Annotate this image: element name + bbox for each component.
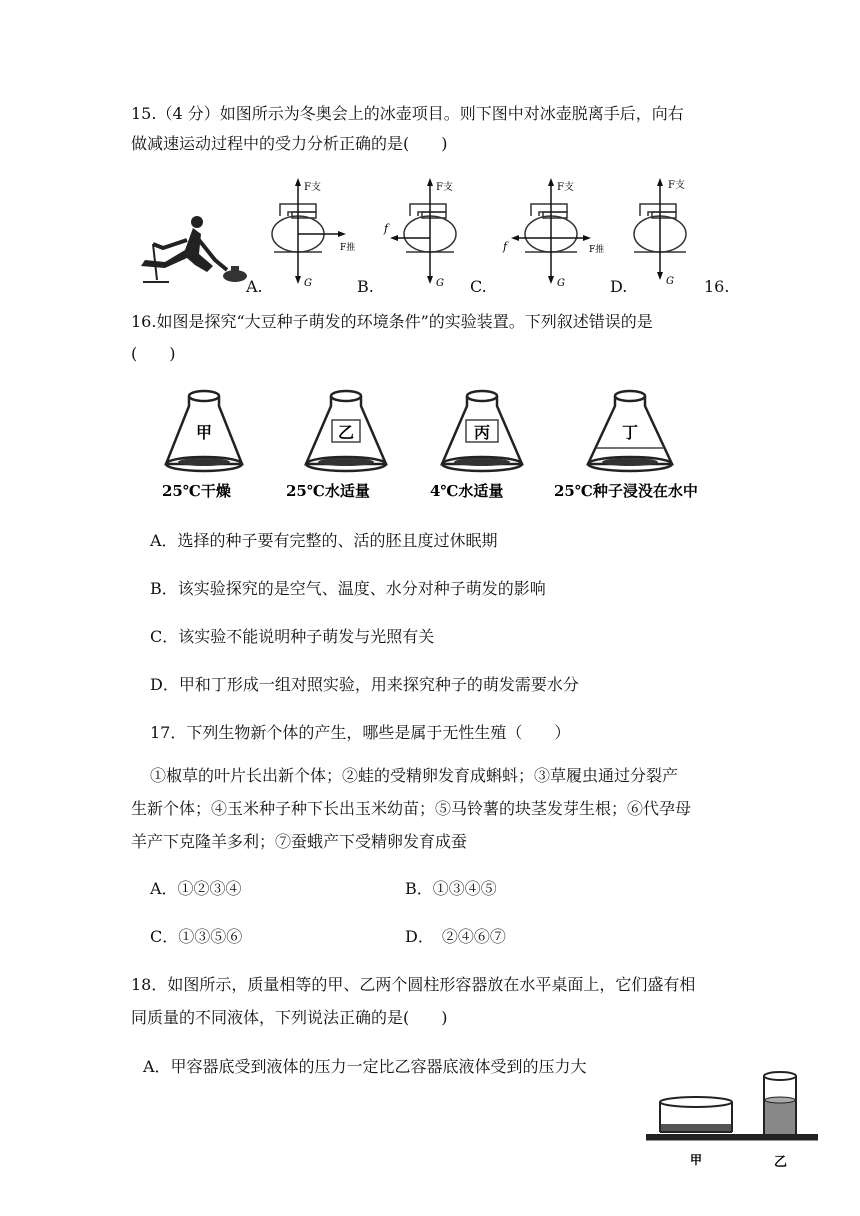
q15-option-a-label: A. [246, 277, 263, 296]
flask-caption: 4℃水适量 [430, 482, 504, 500]
gravity-label: G [666, 276, 674, 287]
flask-label: 甲 [196, 423, 213, 442]
q16-option-c[interactable]: C．该实验不能说明种子萌发与光照有关 [150, 627, 435, 646]
flask-jia [162, 391, 242, 500]
q15-option-b-label: B. [357, 277, 374, 296]
q17-option-d[interactable]: D． ②④⑥⑦ [405, 927, 506, 946]
q15-option-b-diagram [378, 176, 473, 290]
q15-option-d-label: D. [610, 277, 628, 296]
flask-caption: 25℃干燥 [162, 482, 231, 500]
friction-label: f [503, 240, 508, 253]
container-jia-label: 甲 [690, 1153, 703, 1167]
q15-stem-line1: 15.（4 分）如图所示为冬奥会上的冰壶项目。则下图中对冰壶脱离手后，向右 [131, 104, 684, 123]
gravity-label: G [304, 278, 312, 289]
q18-option-a[interactable]: A．甲容器底受到液体的压力一定比乙容器底液体受到的压力大 [143, 1057, 587, 1076]
q17-body-line2: 生新个体；④玉米种子种下长出玉米幼苗；⑤马铃薯的块茎发芽生根；⑥代孕母 [131, 799, 692, 818]
flask-label: 丁 [622, 423, 639, 442]
q15-option-c-diagram [495, 176, 615, 290]
q18-stem-line1: 18．如图所示，质量相等的甲、乙两个圆柱形容器放在水平桌面上，它们盛有相 [131, 975, 696, 994]
q15-option-d-diagram [630, 172, 710, 290]
q16-stem-line1: 16.如图是探究“大豆种子萌发的环境条件”的实验装置。下列叙述错误的是 [131, 312, 653, 331]
support-force-label: F支 [304, 182, 321, 193]
gravity-label: G [436, 278, 444, 289]
q15-option-c-label: C. [470, 277, 487, 296]
q15-trailing-number: 16. [704, 277, 730, 296]
flask-ding [554, 391, 698, 500]
flask-caption: 25℃水适量 [286, 482, 370, 500]
support-force-label: F支 [668, 180, 685, 191]
push-force-label: F推 [340, 243, 356, 253]
friction-label: f [384, 222, 389, 235]
q16-stem-line2: ( ) [131, 344, 176, 363]
q17-body-line1: ①椒草的叶片长出新个体；②蛙的受精卵发育成蝌蚪；③草履虫通过分裂产 [150, 766, 679, 785]
q15-option-a-diagram [268, 176, 368, 290]
flask-label: 乙 [338, 423, 355, 442]
q18-stem-line2: 同质量的不同液体，下列说法正确的是( ) [131, 1008, 448, 1027]
q17-stem: 17．下列生物新个体的产生，哪些是属于无性生殖（ ） [150, 723, 571, 742]
flask-label: 丙 [474, 423, 491, 442]
q17-option-a[interactable]: A．①②③④ [150, 879, 242, 898]
support-force-label: F支 [557, 182, 574, 193]
q15-stem-line2: 做减速运动过程中的受力分析正确的是( ) [131, 134, 448, 153]
q17-option-c[interactable]: C．①③⑤⑥ [150, 927, 243, 946]
gravity-label: G [557, 278, 565, 289]
q16-option-a[interactable]: A．选择的种子要有完整的、活的胚且度过休眠期 [150, 531, 498, 550]
flask-bing [430, 391, 522, 500]
curling-athlete-figure [135, 210, 250, 292]
container-yi-label: 乙 [774, 1155, 788, 1170]
flask-yi [286, 391, 386, 500]
q16-option-b[interactable]: B．该实验探究的是空气、温度、水分对种子萌发的影响 [150, 579, 546, 598]
push-force-label: F推 [589, 245, 605, 255]
q17-option-b[interactable]: B．①③④⑤ [405, 879, 497, 898]
q17-body-line3: 羊产下克隆羊多利；⑦蚕蛾产下受精卵发育成蚕 [131, 832, 468, 851]
containers-figure [646, 1062, 822, 1172]
q16-option-d[interactable]: D．甲和丁形成一组对照实验，用来探究种子的萌发需要水分 [150, 675, 579, 694]
support-force-label: F支 [436, 182, 453, 193]
seed-germination-flasks-figure [160, 384, 760, 508]
flask-caption: 25℃种子浸没在水中 [554, 482, 698, 500]
